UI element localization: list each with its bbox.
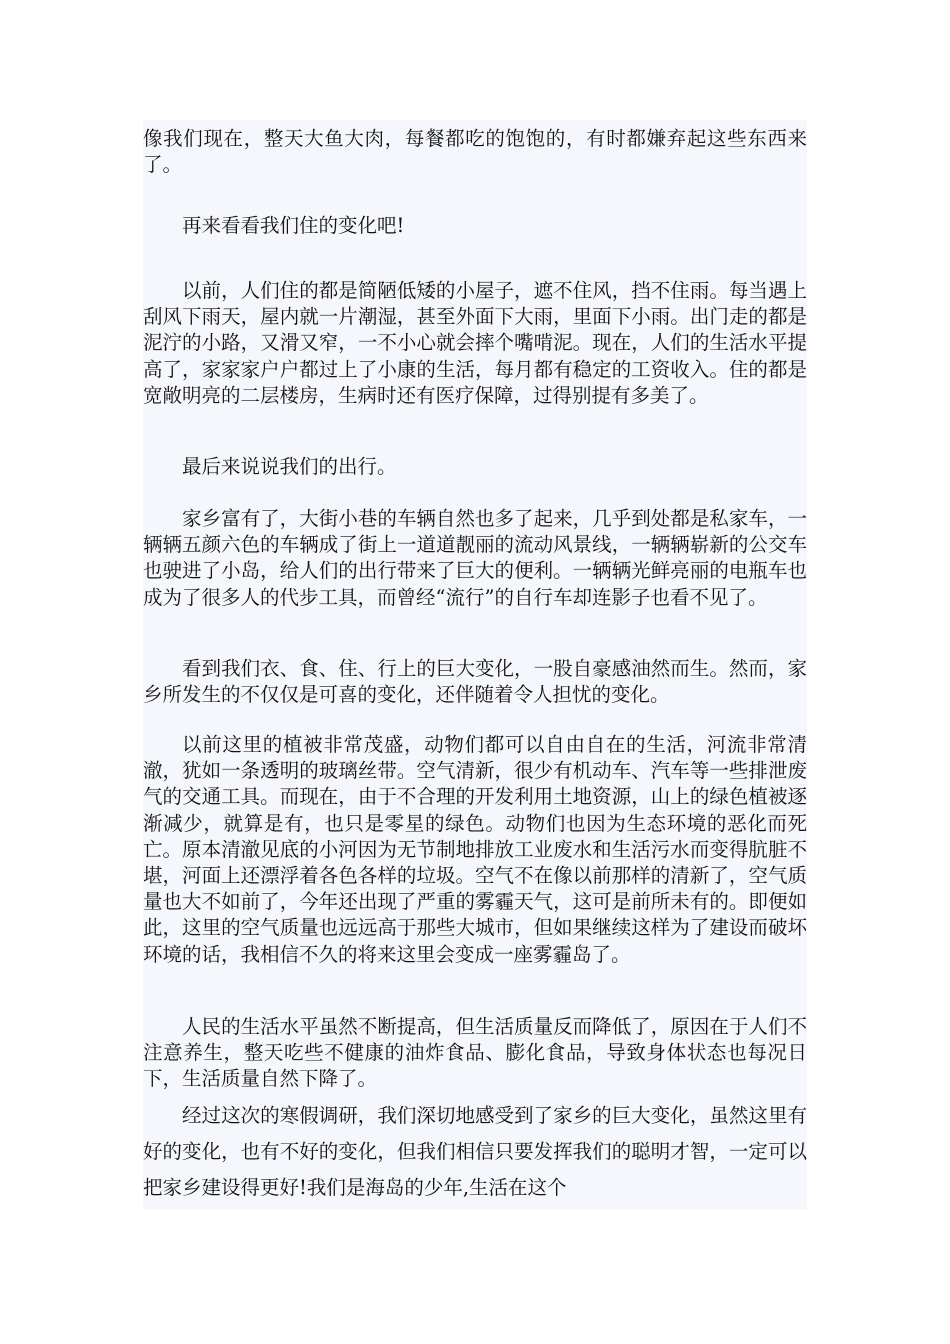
- paragraph-food-continued: 像我们现在，整天大鱼大肉，每餐都吃的饱饱的，有时都嫌弃起这些东西来了。: [143, 127, 807, 177]
- paragraph-health: 人民的生活水平虽然不断提高，但生活质量反而降低了，原因在于人们不注意养生，整天吃些不健康的油炸食品、膨化食品，导致身体状态也每况日下，生活质量自然下降了。: [143, 1015, 807, 1091]
- paragraph-travel-intro: 最后来说说我们的出行。: [182, 455, 397, 478]
- paragraph-pride: 看到我们衣、食、住、行上的巨大变化，一股自豪感油然而生。然而，家乡所发生的不仅仅是可喜的变化，还伴随着令人担忧的变化。: [143, 657, 807, 707]
- paragraph-housing-intro: 再来看看我们住的变化吧!: [182, 214, 405, 237]
- paragraph-housing-change: 以前，人们住的都是简陋低矮的小屋子，遮不住风，挡不住雨。每当遇上刮风下雨天，屋内就一片潮湿，甚至外面下大雨，里面下小雨。出门走的都是泥泞的小路，又滑又窄，一不小心就会摔个嘴啃泥。现在，人们的生活水平提高了，家家家户户都过上了小康的生活，每月都有稳定的工资收入。住的都是宽敞明亮的二层楼房，生病时还有医疗保障，过得别提有多美了。: [143, 279, 807, 407]
- paragraph-conclusion: 经过这次的寒假调研，我们深切地感受到了家乡的巨大变化，虽然这里有好的变化，也有不好的变化，但我们相信只要发挥我们的聪明才智，一定可以把家乡建设得更好!我们是海岛的少年,生活在这个: [143, 1104, 807, 1199]
- paragraph-travel-change: 家乡富有了，大街小巷的车辆自然也多了起来，几乎到处都是私家车，一辆辆五颜六色的车辆成了街上一道道靓丽的流动风景线，一辆辆崭新的公交车也驶进了小岛，给人们的出行带来了巨大的便利。一辆辆光鲜亮丽的电瓶车也成为了很多人的代步工具，而曾经“流行”的自行车却连影子也看不见了。: [143, 507, 807, 609]
- text-column: [143, 120, 807, 1210]
- paragraph-environment: 以前这里的植被非常茂盛，动物们都可以自由自在的生活，河流非常清澈，犹如一条透明的玻璃丝带。空气清新，很少有机动车、汽车等一些排泄废气的交通工具。而现在，由于不合理的开发利用土地资源，山上的绿色植被逐渐减少，就算是有，也只是零星的绿色。动物们也因为生态环境的恶化而死亡。原本清澈见底的小河因为无节制地排放工业废水和生活污水而变得肮脏不堪，河面上还漂浮着各色各样的垃圾。空气不在像以前那样的清新了，空气质量也大不如前了，今年还出现了严重的雾霾天气，这可是前所未有的。即便如此，这里的空气质量也远远高于那些大城市，但如果继续这样为了建设而破坏环境的话，我相信不久的将来这里会变成一座雾霾岛了。: [143, 733, 807, 966]
